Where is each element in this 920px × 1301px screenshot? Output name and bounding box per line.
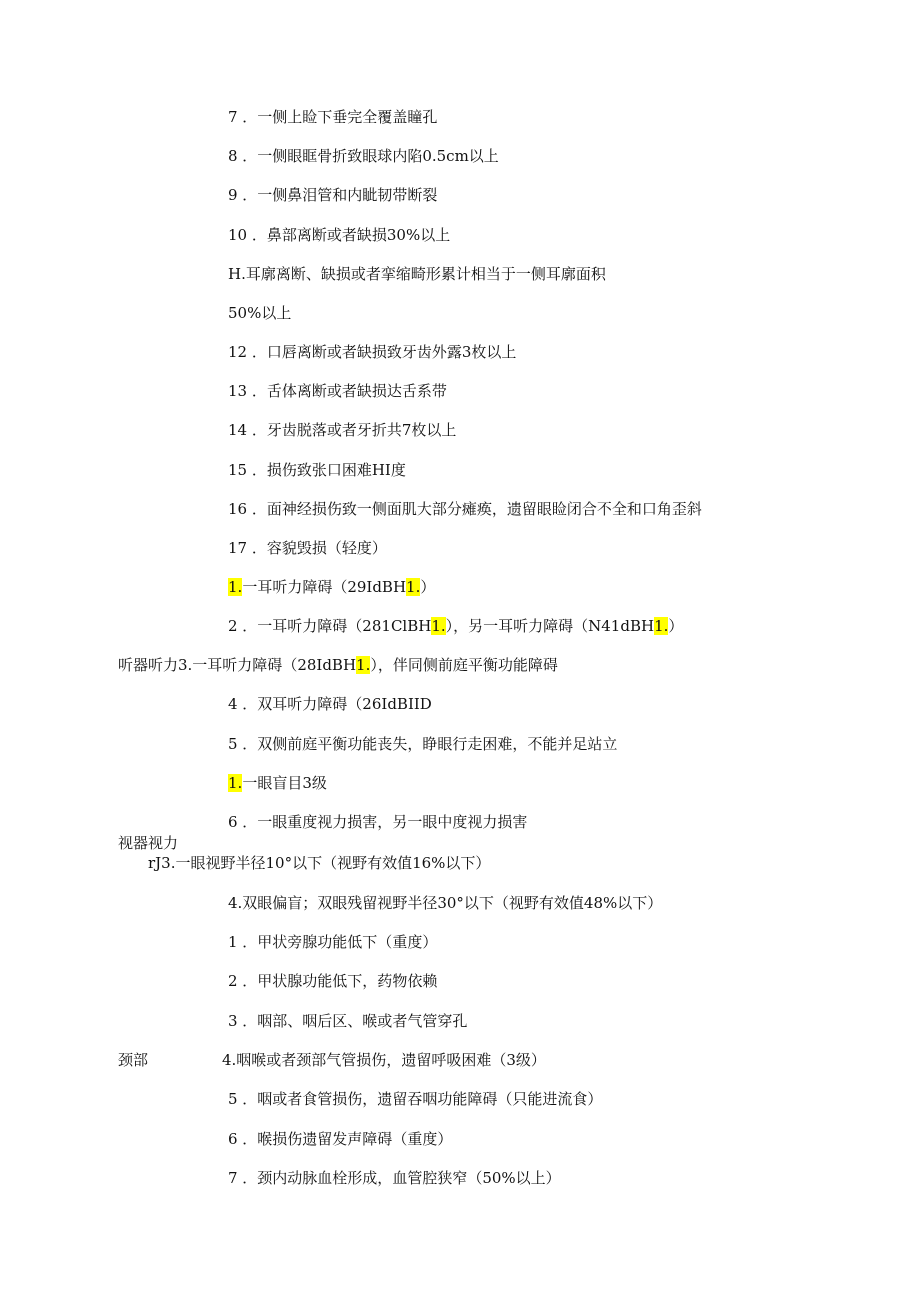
item-13-tongue-defect: 13 ．舌体离断或者缺损达舌系带 bbox=[228, 382, 447, 400]
highlight-mark: 1. bbox=[228, 774, 243, 792]
hearing-item-1 bbox=[228, 577, 435, 597]
highlight-mark: 1. bbox=[356, 656, 371, 674]
neck-section-label: 颈部 bbox=[118, 1051, 149, 1069]
vision-item-3: rJ3.一眼视野半径10°以下（视野有效值16%以下） bbox=[148, 854, 491, 872]
neck-item-6: 6 ．喉损伤遗留发声障碍（重度） bbox=[228, 1130, 453, 1148]
neck-item-5: 5 ．咽或者食管损伤，遗留吞咽功能障碍（只能进流食） bbox=[228, 1090, 603, 1108]
item-17-disfigurement: 17 ．容貌毁损（轻度） bbox=[228, 539, 387, 557]
hearing-item-2-end: ） bbox=[668, 617, 684, 635]
hearing-item-3 bbox=[118, 655, 558, 675]
item-15-mouth-opening: 15 ．损伤致张口困难HI度 bbox=[228, 461, 406, 479]
vision-item-1-text: 一眼盲目3级 bbox=[242, 774, 327, 792]
vision-item-6: 6 ．一眼重度视力损害，另一眼中度视力损害 bbox=[228, 813, 528, 831]
highlight-mark: 1. bbox=[406, 578, 421, 596]
item-9-nasolacrimal-duct: 9 ．一侧鼻泪管和内眦韧带断裂 bbox=[228, 186, 438, 204]
highlight-mark: 1. bbox=[228, 578, 243, 596]
hearing-item-2-text-b: ），另一耳听力障碍（N41dBH bbox=[445, 617, 655, 635]
hearing-item-1-end: ） bbox=[420, 578, 436, 596]
item-12-lip-defect: 12 ．口唇离断或者缺损致牙齿外露3枚以上 bbox=[228, 343, 517, 361]
hearing-item-1-text: 一耳听力障碍（29IdBH bbox=[242, 578, 407, 596]
hearing-item-4: 4 ．双耳听力障碍（26IdBIID bbox=[228, 695, 432, 713]
neck-item-1: 1 ．甲状旁腺功能低下（重度） bbox=[228, 933, 438, 951]
item-11-continuation: 50%以上 bbox=[228, 304, 292, 322]
hearing-item-2-text-a: 2 ．一耳听力障碍（281ClBH bbox=[228, 617, 432, 635]
item-16-facial-nerve: 16 ．面神经损伤致一侧面肌大部分瘫痪，遗留眼睑闭合不全和口角歪斜 bbox=[228, 500, 702, 518]
hearing-section-label-and-text: 听器听力3.一耳听力障碍（28IdBH bbox=[118, 656, 357, 674]
highlight-mark: 1. bbox=[654, 617, 669, 635]
hearing-item-5: 5 ．双侧前庭平衡功能丧失，睁眼行走困难，不能并足站立 bbox=[228, 735, 618, 753]
item-10-nose-defect: 10 ．鼻部离断或者缺损30%以上 bbox=[228, 226, 451, 244]
neck-item-2: 2 ．甲状腺功能低下，药物依赖 bbox=[228, 972, 438, 990]
hearing-item-3-end: ），伴同侧前庭平衡功能障碍 bbox=[370, 656, 558, 674]
vision-section-label: 视器视力 bbox=[118, 834, 179, 852]
item-7-eyelid-ptosis: 7 ．一侧上睑下垂完全覆盖瞳孔 bbox=[228, 108, 438, 126]
neck-item-4: 4.咽喉或者颈部气管损伤，遗留呼吸困难（3级） bbox=[222, 1051, 546, 1069]
item-14-teeth-loss: 14 ．牙齿脱落或者牙折共7枚以上 bbox=[228, 421, 457, 439]
neck-item-7: 7 ．颈内动脉血栓形成，血管腔狭窄（50%以上） bbox=[228, 1169, 561, 1187]
hearing-item-2 bbox=[228, 616, 683, 636]
vision-item-1 bbox=[228, 773, 327, 793]
item-8-orbital-fracture: 8 ．一侧眼眶骨折致眼球内陷0.5cm以上 bbox=[228, 147, 499, 165]
neck-item-3: 3 ．咽部、咽后区、喉或者气管穿孔 bbox=[228, 1012, 468, 1030]
vision-item-4: 4.双眼偏盲；双眼残留视野半径30°以下（视野有效值48%以下） bbox=[228, 894, 663, 912]
highlight-mark: 1. bbox=[431, 617, 446, 635]
item-11-auricle-defect: H.耳廓离断、缺损或者挛缩畸形累计相当于一侧耳廓面积 bbox=[228, 265, 606, 283]
